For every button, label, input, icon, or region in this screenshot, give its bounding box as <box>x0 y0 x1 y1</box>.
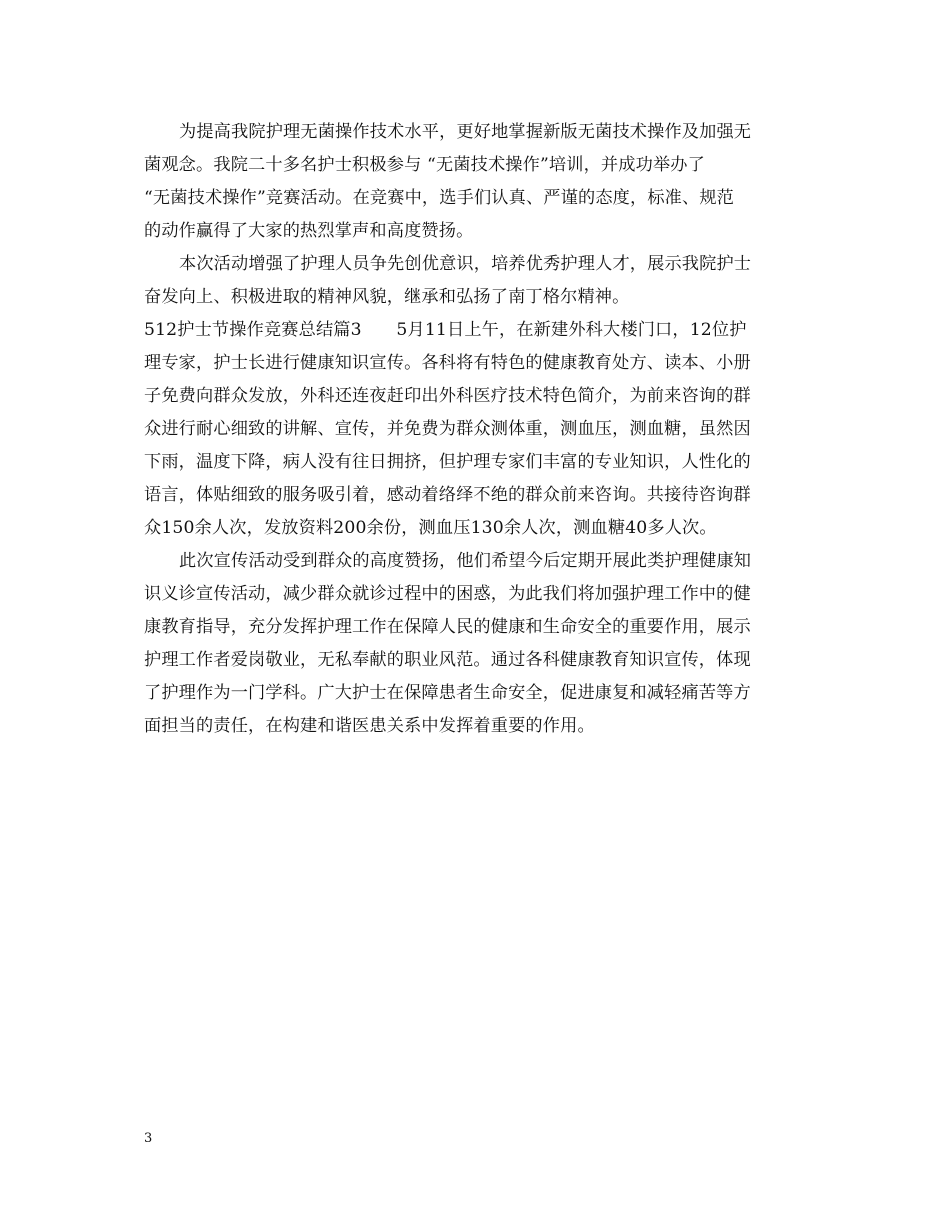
section-heading-line: 512护士节操作竞赛总结篇3 5月11日上午，在新建外科大楼门口，12位护 <box>144 320 747 340</box>
paragraph-line: 众150余人次，发放资料200余份，测血压130余人次，测血糖40多人次。 <box>144 518 717 538</box>
paragraph-line: 菌观念。我院二十多名护士积极参与 “无菌技术操作”培训，并成功举办了 <box>144 155 705 175</box>
body-text <box>144 116 812 743</box>
paragraph-line: 本次活动增强了护理人员争先创优意识，培养优秀护理人才，展示我院护士 <box>179 254 752 274</box>
paragraph-line: 护理工作者爱岗敬业，无私奉献的职业风范。通过各科健康教育知识宣传，体现 <box>144 650 751 670</box>
paragraph-line: 康教育指导，充分发挥护理工作在保障人民的健康和生命安全的重要作用，展示 <box>144 617 751 637</box>
paragraph-line: 的动作赢得了大家的热烈掌声和高度赞扬。 <box>144 221 474 241</box>
paragraph-line: 识义诊宣传活动，减少群众就诊过程中的困惑，为此我们将加强护理工作中的健 <box>144 584 751 604</box>
page-number: 3 <box>144 1131 153 1146</box>
paragraph-line: 面担当的责任，在构建和谐医患关系中发挥着重要的作用。 <box>144 716 595 736</box>
paragraph-line: “无菌技术操作”竞赛活动。在竞赛中，选手们认真、严谨的态度，标准、规范 <box>144 188 735 208</box>
paragraph-line: 语言，体贴细致的服务吸引着，感动着络绎不绝的群众前来咨询。共接待咨询群 <box>144 485 751 505</box>
paragraph-line: 此次宣传活动受到群众的高度赞扬，他们希望今后定期开展此类护理健康知 <box>179 551 752 571</box>
paragraph-line: 了护理作为一门学科。广大护士在保障患者生命安全，促进康复和减轻痛苦等方 <box>144 683 751 703</box>
paragraph-line: 为提高我院护理无菌操作技术水平，更好地掌握新版无菌技术操作及加强无 <box>179 122 752 142</box>
paragraph-line: 众进行耐心细致的讲解、宣传，并免费为群众测体重，测血压，测血糖，虽然因 <box>144 419 751 439</box>
paragraph-line: 下雨，温度下降，病人没有往日拥挤，但护理专家们丰富的专业知识，人性化的 <box>144 452 751 472</box>
paragraph-line: 理专家，护士长进行健康知识宣传。各科将有特色的健康教育处方、读本、小册 <box>144 353 751 373</box>
paragraph-line: 子免费向群众发放，外科还连夜赶印出外科医疗技术特色简介，为前来咨询的群 <box>144 386 751 406</box>
paragraph-line: 奋发向上、积极进取的精神风貌，继承和弘扬了南丁格尔精神。 <box>144 287 630 307</box>
